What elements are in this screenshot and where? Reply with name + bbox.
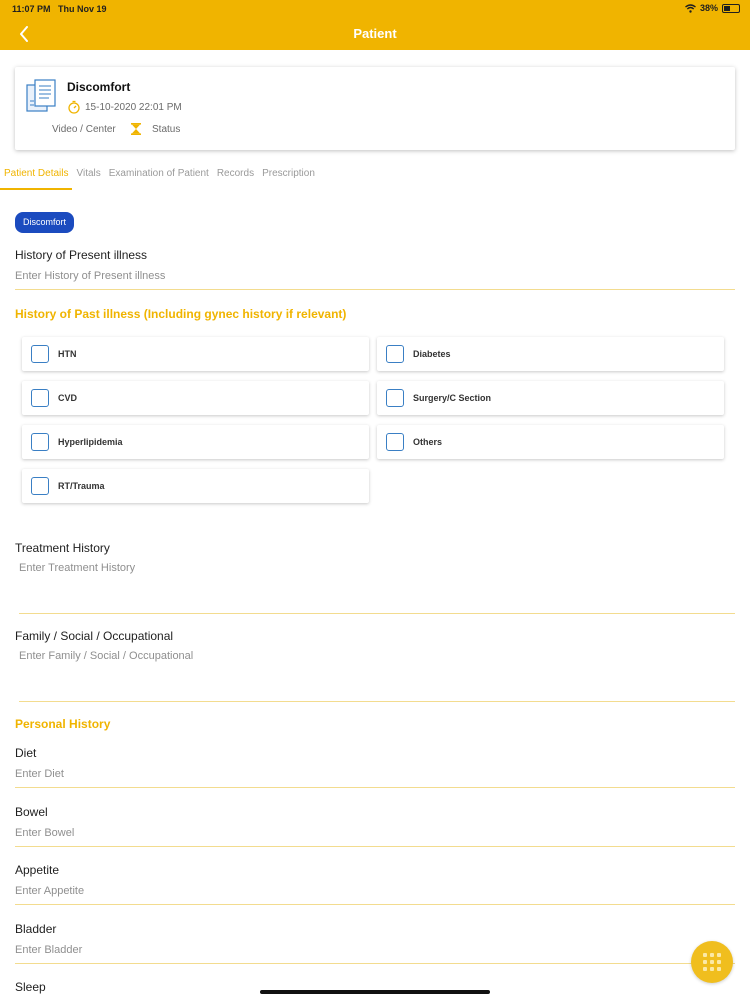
- bladder-label: Bladder: [15, 922, 57, 936]
- checkbox-label: RT/Trauma: [58, 481, 105, 491]
- checkbox-rt-trauma[interactable]: [22, 469, 369, 503]
- tab-bar: [0, 160, 750, 190]
- grid-menu-button[interactable]: [691, 941, 733, 983]
- treatment-history-input[interactable]: Enter Treatment History: [19, 562, 735, 614]
- present-illness-label: History of Present illness: [15, 248, 148, 262]
- grid-icon: [702, 952, 722, 972]
- checkbox-label: CVD: [58, 393, 78, 403]
- checkbox-label: Surgery/C Section: [413, 393, 492, 403]
- checkbox-diabetes[interactable]: [377, 337, 724, 371]
- treatment-history-label: Treatment History: [15, 541, 110, 555]
- nav-bar: [0, 18, 750, 50]
- bladder-input[interactable]: Enter Bladder: [15, 944, 735, 964]
- checkbox-box[interactable]: [31, 477, 49, 495]
- checkbox-others[interactable]: [377, 425, 724, 459]
- appetite-label: Appetite: [15, 863, 60, 877]
- home-indicator: [260, 990, 490, 994]
- status-time: 11:07 PM: [12, 4, 51, 14]
- status-bar: [0, 0, 750, 18]
- consult-title: Discomfort: [67, 80, 131, 94]
- family-social-label: Family / Social / Occupational: [15, 629, 174, 643]
- checkbox-label: Hyperlipidemia: [58, 437, 123, 447]
- bowel-input[interactable]: Enter Bowel: [15, 827, 735, 847]
- checkbox-box[interactable]: [386, 433, 404, 451]
- tab-records[interactable]: Records: [216, 168, 255, 179]
- document-icon: [25, 79, 59, 113]
- consultation-card[interactable]: [15, 67, 735, 150]
- consult-datetime: 15-10-2020 22:01 PM: [85, 102, 182, 113]
- checkbox-box[interactable]: [386, 389, 404, 407]
- personal-history-title: Personal History: [15, 717, 111, 731]
- checkbox-surgery[interactable]: [377, 381, 724, 415]
- battery-percent: 38%: [699, 3, 718, 13]
- checkbox-box[interactable]: [31, 345, 49, 363]
- battery-icon: [722, 4, 740, 13]
- tab-patient-details[interactable]: Patient Details: [0, 160, 72, 190]
- checkbox-box[interactable]: [31, 433, 49, 451]
- bowel-label: Bowel: [15, 805, 48, 819]
- checkbox-hyperlipidemia[interactable]: [22, 425, 369, 459]
- checkbox-label: Diabetes: [413, 349, 451, 359]
- timer-icon: [67, 100, 81, 114]
- present-illness-input[interactable]: Enter History of Present illness: [15, 270, 735, 290]
- wifi-icon: [685, 4, 696, 13]
- tab-vitals[interactable]: Vitals: [76, 168, 101, 179]
- diet-label: Diet: [15, 746, 37, 760]
- status-right: [685, 3, 740, 13]
- checkbox-htn[interactable]: [22, 337, 369, 371]
- checkbox-box[interactable]: [31, 389, 49, 407]
- complaint-chip[interactable]: Discomfort: [15, 212, 74, 233]
- consult-status: Status: [152, 124, 181, 135]
- checkbox-box[interactable]: [386, 345, 404, 363]
- tab-prescription[interactable]: Prescription: [262, 168, 315, 179]
- checkbox-cvd[interactable]: [22, 381, 369, 415]
- status-date: Thu Nov 19: [58, 4, 107, 14]
- sleep-label: Sleep: [15, 980, 46, 994]
- checkbox-label: HTN: [58, 349, 77, 359]
- checkbox-label: Others: [413, 437, 443, 447]
- tab-examination[interactable]: Examination of Patient: [108, 168, 209, 179]
- past-illness-title: History of Past illness (Including gynec history if relevant): [15, 307, 347, 321]
- diet-input[interactable]: Enter Diet: [15, 768, 735, 788]
- hourglass-icon: [129, 122, 143, 136]
- family-social-input[interactable]: Enter Family / Social / Occupational: [19, 650, 735, 702]
- appetite-input[interactable]: Enter Appetite: [15, 885, 735, 905]
- page-title: Patient: [353, 26, 397, 41]
- consult-mode: Video / Center: [52, 124, 116, 135]
